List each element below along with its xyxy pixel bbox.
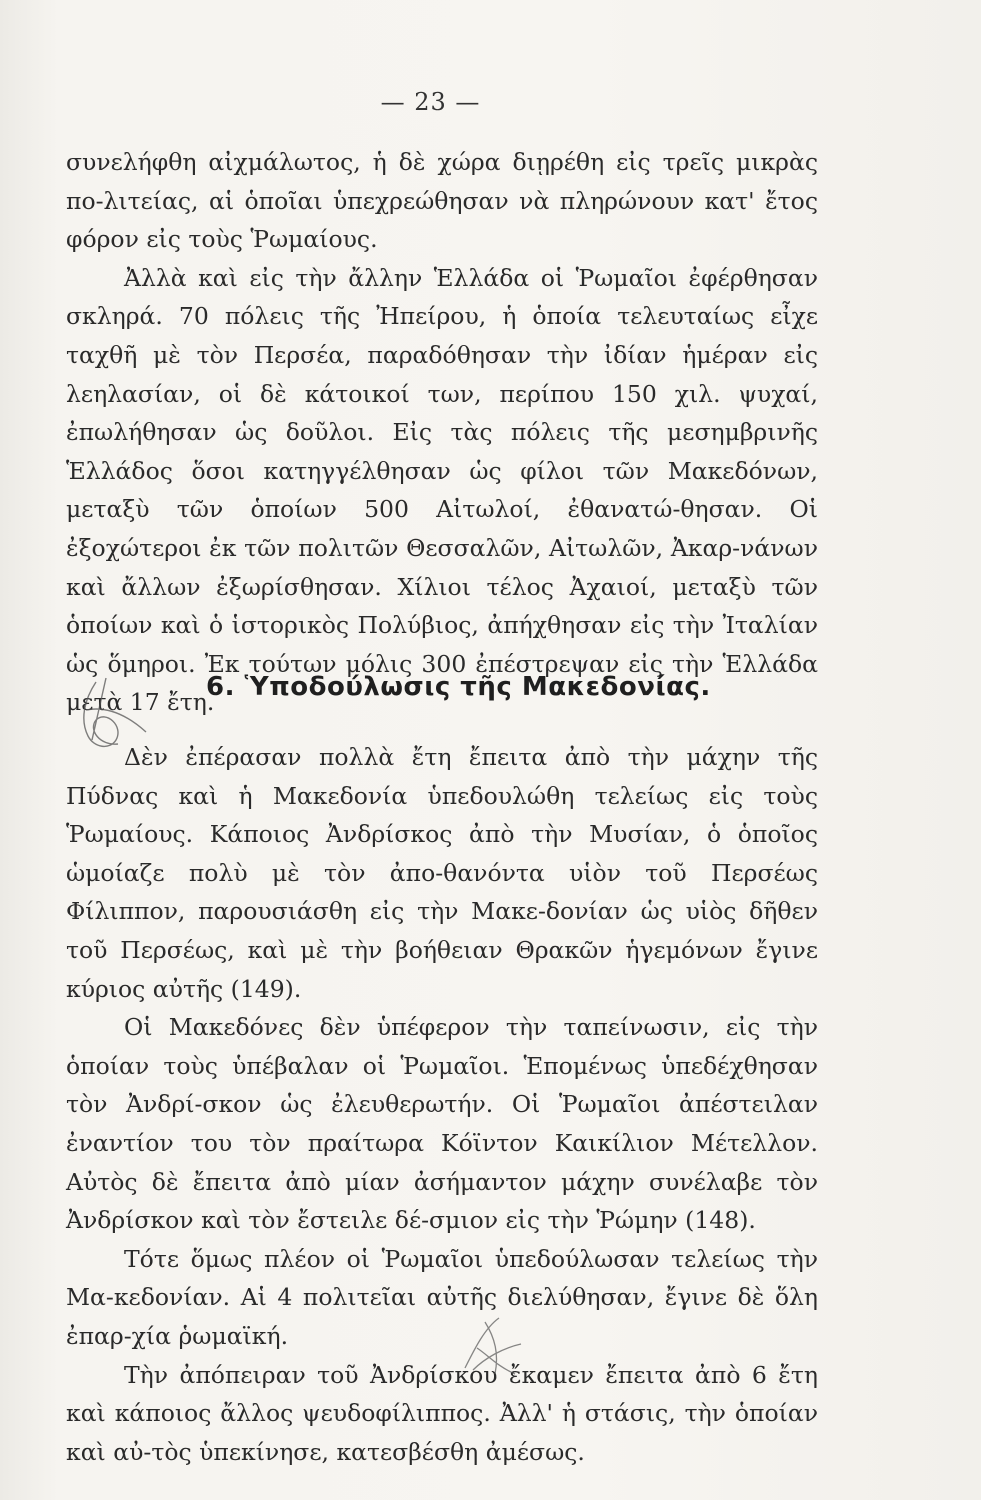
paragraph: Τὴν ἀπόπειραν τοῦ Ἀνδρίσκου ἔκαμεν ἔπειτα ἀπὸ 6 ἔτη καὶ κάποιος ἄλλος ψευδοφίλιππος. Ἀλλ' ἡ στάσις, τὴν ὁποίαν καὶ αὐ-τὸς ὑπεκίνησε, κατεσβέσθη ἀμέσως. [66,1360,818,1466]
page-number: — 23 — [380,88,481,116]
paragraph: συνελήφθη αἰχμάλωτος, ἡ δὲ χώρα διῃρέθη εἰς τρεῖς μικρὰς πο-λιτείας, αἱ ὁποῖαι ὑπεχρεώθησαν νὰ πληρώνουν κατ' ἔτος φόρον εἰς τοὺς Ῥωμαίους. [66,148,818,254]
text-block-before-heading [66,143,818,722]
paragraph: Ἀλλὰ καὶ εἰς τὴν ἄλλην Ἑλλάδα οἱ Ῥωμαῖοι ἐφέρθησαν σκληρά. 70 πόλεις τῆς Ἠπείρου, ἡ ὁποία τελευταίως εἶχε ταχθῆ μὲ τὸν Περσέα, παραδόθησαν τὴν ἰδίαν ἡμέραν εἰς λεηλασίαν, οἱ δὲ κάτοικοί των, περίπου 150 χιλ. ψυχαί, ἐπωλήθησαν ὡς δοῦλοι. Εἰς τὰς πόλεις τῆς μεσημβρινῆς Ἑλλάδος ὅσοι κατηγγέλθησαν ὡς φίλοι τῶν Μακεδόνων, μεταξὺ τῶν ὁποίων 500 Αἰτωλοί, ἐθανατώ-θησαν. Οἱ ἐξοχώτεροι ἐκ τῶν πολιτῶν Θεσσαλῶν, Αἰτωλῶν, Ἀκαρ-νάνων καὶ ἄλλων ἐξωρίσθησαν. Χίλιοι τέλος Ἀχαιοί, μεταξὺ τῶν ὁποίων καὶ ὁ ἱστορικὸς Πολύβιος, ἀπήχθησαν εἰς τὴν Ἰταλίαν ὡς ὅμηροι. Ἐκ τούτων μόλις 300 ἐπέστρεψαν εἰς τὴν Ἑλλάδα μετὰ 17 ἔτη. [66,263,818,717]
paragraph: Οἱ Μακεδόνες δὲν ὑπέφερον τὴν ταπείνωσιν, εἰς τὴν ὁποίαν τοὺς ὑπέβαλαν οἱ Ῥωμαῖοι. Ἑπομένως ὑπεδέχθησαν τὸν Ἀνδρί-σκον ὡς ἐλευθερωτήν. Οἱ Ῥωμαῖοι ἀπέστειλαν ἐναντίον του τὸν πραίτωρα Κόϊντον Καικίλιον Μέτελλον. Αὐτὸς δὲ ἔπειτα ἀπὸ μίαν ἀσήμαντον μάχην συνέλαβε τὸν Ἀνδρίσκον καὶ τὸν ἔστειλε δέ-σμιον εἰς τὴν Ῥώμην (148). [66,1013,818,1235]
paragraph: Δὲν ἐπέρασαν πολλὰ ἔτη ἔπειτα ἀπὸ τὴν μάχην τῆς Πύδνας καὶ ἡ Μακεδονία ὑπεδουλώθη τελείως εἰς τοὺς Ῥωμαίους. Κάποιος Ἀνδρίσκος ἀπὸ τὴν Μυσίαν, ὁ ὁποῖος ὡμοίαζε πολὺ μὲ τὸν ἀπο-θανόντα υἱὸν τοῦ Περσέως Φίλιππον, παρουσιάσθη εἰς τὴν Μακε-δονίαν ὡς υἱὸς δῆθεν τοῦ Περσέως, καὶ μὲ τὴν βοήθειαν Θρακῶν ἡγεμόνων ἔγινε κύριος αὐτῆς (149). [66,743,818,1003]
section-heading: 6. Ὑποδούλωσις τῆς Μακεδονίας. [206,672,711,702]
text-block-after-heading [66,738,818,1471]
paragraph: Τότε ὅμως πλέον οἱ Ῥωμαῖοι ὑπεδούλωσαν τελείως τὴν Μα-κεδονίαν. Αἱ 4 πολιτεῖαι αὐτῆς διελύθησαν, ἔγινε δὲ ὅλη ἐπαρ-χία ῥωμαϊκή. [66,1244,818,1350]
